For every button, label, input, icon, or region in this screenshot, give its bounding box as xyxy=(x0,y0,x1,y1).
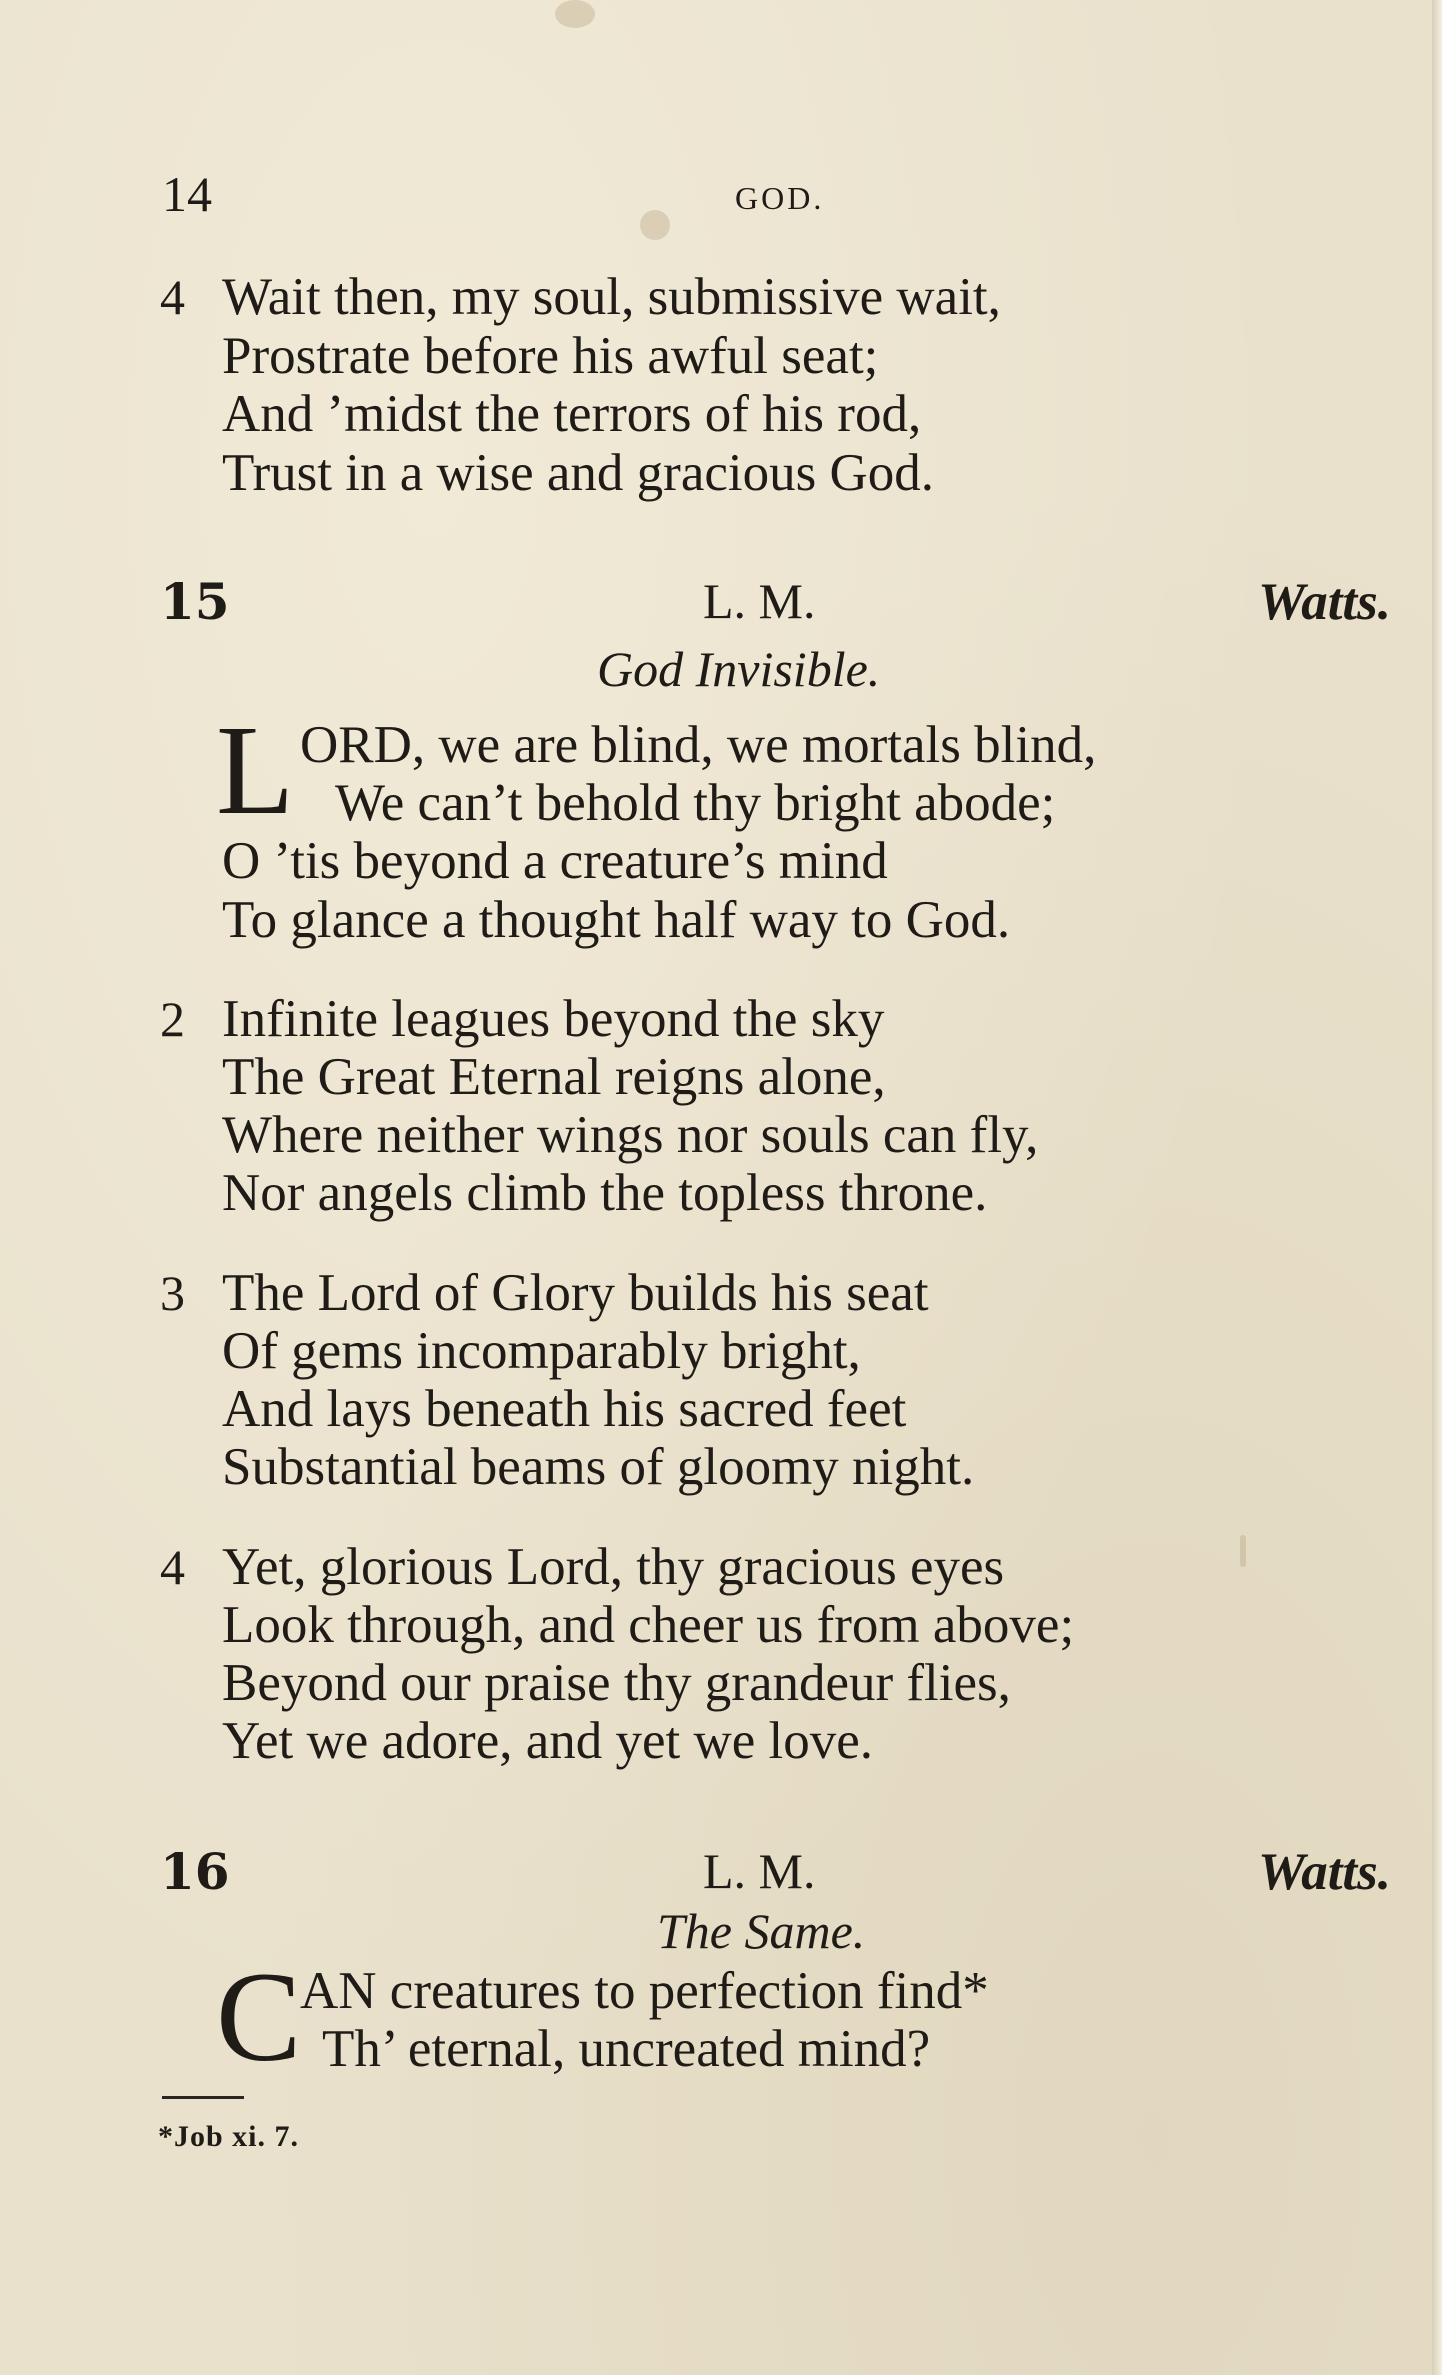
verse-line: Th’ eternal, uncreated mind? xyxy=(322,2020,931,2078)
hymn-number: 16 xyxy=(160,1842,230,1901)
verse-line: Trust in a wise and gracious God. xyxy=(222,444,935,502)
hymn-author: Watts. xyxy=(1258,573,1392,631)
stanza-number: 2 xyxy=(160,991,185,1047)
verse-line: Wait then, my soul, submissive wait, xyxy=(222,268,1001,326)
hymn-author: Watts. xyxy=(1258,1843,1392,1901)
verse-line: ORD, we are blind, we mortals blind, xyxy=(300,716,1097,774)
verse-line: Look through, and cheer us from above; xyxy=(222,1596,1075,1654)
stanza-number: 3 xyxy=(160,1265,185,1321)
verse-line: Nor angels climb the topless throne. xyxy=(222,1164,988,1222)
paper-stain xyxy=(555,0,595,28)
verse-line: Infinite leagues beyond the sky xyxy=(222,990,885,1048)
hymn-meter: L. M. xyxy=(703,1843,816,1899)
hymn-meter: L. M. xyxy=(703,573,816,629)
verse-line: The Great Eternal reigns alone, xyxy=(222,1048,886,1106)
hymn-title: The Same. xyxy=(657,1903,866,1959)
verse-line: AN creatures to perfection find* xyxy=(300,1962,989,2020)
verse-line: We can’t behold thy bright abode; xyxy=(335,774,1056,832)
drop-cap: L xyxy=(216,699,295,841)
stanza-number: 4 xyxy=(160,269,185,325)
verse-line: The Lord of Glory builds his seat xyxy=(222,1264,929,1322)
verse-line: And lays beneath his sacred feet xyxy=(222,1380,907,1438)
hymn-number: 15 xyxy=(160,572,230,631)
verse-line: Substantial beams of gloomy night. xyxy=(222,1438,975,1496)
verse-line: And ’midst the terrors of his rod, xyxy=(222,385,922,443)
paper-stain xyxy=(1240,1535,1246,1567)
page-edge xyxy=(1432,0,1442,2375)
verse-line: Of gems incomparably bright, xyxy=(222,1322,861,1380)
verse-line: O ’tis beyond a creature’s mind xyxy=(222,832,888,890)
verse-line: To glance a thought half way to God. xyxy=(222,891,1011,949)
footnote: *Job xi. 7. xyxy=(158,2120,300,2153)
verse-line: Yet, glorious Lord, thy gracious eyes xyxy=(222,1538,1005,1596)
stanza-number: 4 xyxy=(160,1539,185,1595)
footnote-rule xyxy=(162,2096,244,2099)
running-head: GOD. xyxy=(735,180,825,216)
verse-line: Yet we adore, and yet we love. xyxy=(222,1712,874,1770)
hymn-title: God Invisible. xyxy=(597,641,881,697)
verse-line: Where neither wings nor souls can fly, xyxy=(222,1106,1039,1164)
drop-cap: C xyxy=(216,1946,302,2088)
verse-line: Beyond our praise thy grandeur flies, xyxy=(222,1654,1011,1712)
paper-stain xyxy=(640,210,670,240)
verse-line: Prostrate before his awful seat; xyxy=(222,327,879,385)
page-number: 14 xyxy=(162,166,212,222)
